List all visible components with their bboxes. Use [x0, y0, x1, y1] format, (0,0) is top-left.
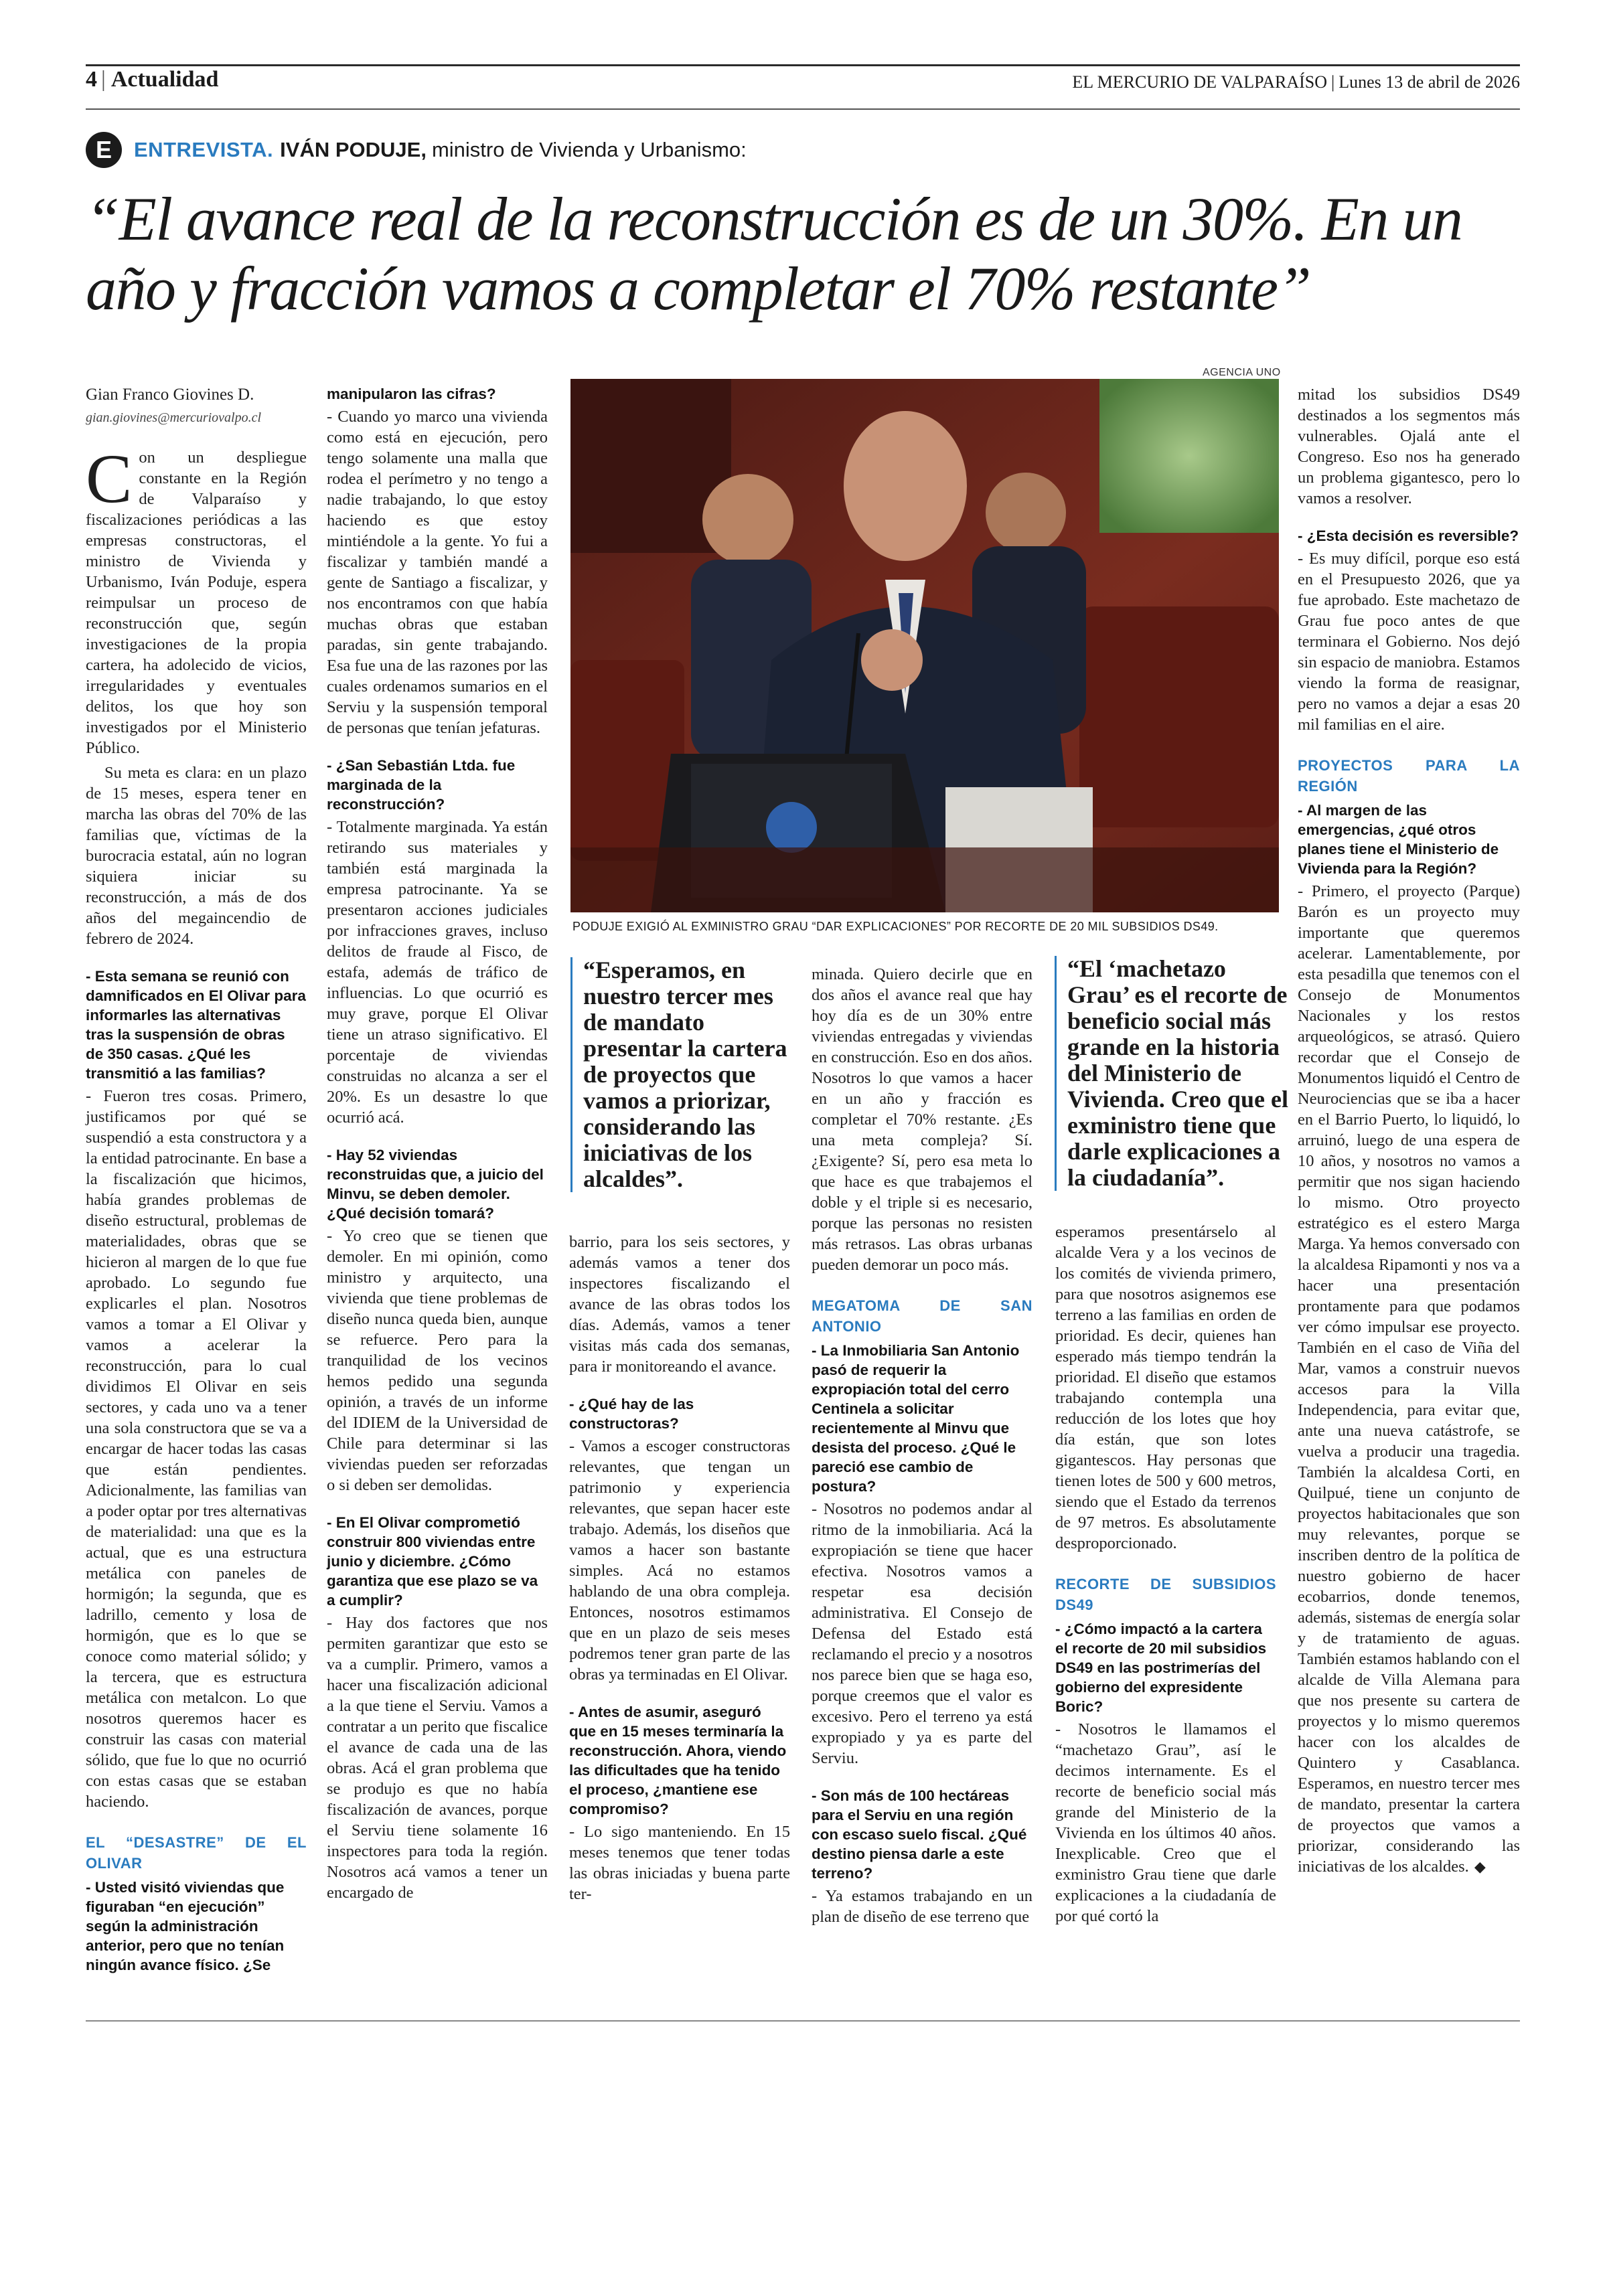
section-name: Actualidad: [110, 67, 219, 92]
interview-kicker: [86, 131, 747, 169]
folio-separator: |: [101, 67, 106, 92]
article-column-3: [569, 1232, 790, 1908]
answer-continued: barrio, para los seis sectores, y además vamos a tener dos inspectores fiscalizando el avance de las obras todos los días. Además, vamos a tener visitas más cada dos semanas, para ir monitoreando el avance.: [569, 1233, 790, 1376]
question: - Son más de 100 hectáreas para el Serviu en una región con escaso suelo fiscal. ¿Qué destino piensa darle a este terreno?: [812, 1787, 1027, 1882]
section-heading: RECORTE DE SUBSIDIOS DS49: [1055, 1576, 1276, 1613]
question: - Al margen de las emergencias, ¿qué otros planes tiene el Ministerio de Vivienda para la Región?: [1298, 802, 1499, 877]
body-paragraph: Su meta es clara: en un plazo de 15 meses, espera tener en marcha las obras del 70% de las familias que, víctimas de la burocracia estatal, aún no logran siquiera iniciar su reconstrucción, a más de dos años del megaincendio de febrero de 2024.: [86, 764, 307, 948]
header-rule: [86, 108, 1520, 110]
question: - En El Olivar comprometió construir 800 viviendas entre junio y diciembre. ¿Cómo garantiza que ese plazo se va a cumplir?: [327, 1514, 538, 1609]
answer: - Totalmente marginada. Ya están retirando sus materiales y también está marginada la empresa patrocinante. Ya se presentaron acciones judiciales por infracciones graves, incluso delitos de fraude al Fisco, de estafa, además de tráfico de influencias. Lo que ocurrió es muy grave, porque El Olivar tiene un atraso significativo. El porcentaje de viviendas construidas no alcanza a ser el 20%. Es un desastre lo que ocurrió acá.: [327, 818, 548, 1127]
end-mark-icon: ◆: [1474, 1859, 1486, 1876]
question: - Esta semana se reunió con damnificados en El Olivar para informarles las alternativas tras la suspensión de obras de 350 casas. ¿Qué les transmitió a las familias?: [86, 968, 306, 1082]
photo-illustration: [570, 379, 1279, 912]
answer: - Nosotros le llamamos el “machetazo Grau”, así le decimos internamente. Es el recorte de beneficio social más grande del Ministerio de la Vivienda en los últimos 40 años. Inexplicable. Creo que el exministro Grau tiene que darle explicaciones a la ciudadanía de por qué cortó la: [1055, 1720, 1276, 1925]
byline-author: Gian Franco Giovines D.: [86, 386, 254, 404]
newspaper-name: EL MERCURIO DE VALPARAÍSO: [1072, 72, 1328, 92]
question: - ¿Esta decisión es reversible?: [1298, 527, 1519, 544]
byline-email: gian.giovines@mercuriovalpo.cl: [86, 410, 262, 425]
section-heading: MEGATOMA DE SAN ANTONIO: [812, 1297, 1032, 1335]
article-column-4: [812, 964, 1032, 1931]
photo-credit: AGENCIA UNO: [1203, 367, 1281, 378]
article-column-6: [1298, 384, 1520, 1882]
top-rule: [86, 64, 1520, 66]
issue-date: Lunes 13 de abril de 2026: [1338, 72, 1520, 92]
interview-badge-icon: E: [86, 132, 122, 168]
answer-continued: mitad los subsidios DS49 destinados a los segmentos más vulnerables. Ojalá ante el Congreso. Eso nos ha generado un problema gigantesco, pero lo vamos a resolver.: [1298, 386, 1520, 507]
pull-quote: “Esperamos, en nuestro tercer mes de mandato presentar la cartera de proyectos que vamos a priorizar, considerando las iniciativas de los alcaldes”.: [570, 957, 803, 1192]
dateline-separator: |: [1331, 72, 1335, 92]
pull-quote: “El ‘machetazo Grau’ es el recorte de beneficio social más grande en la historia del Ministerio de Vivienda. Creo que el exministro tiene que darle explicaciones a la ciudadanía”.: [1055, 956, 1291, 1191]
page-folio: [86, 67, 218, 92]
answer: - Nosotros no podemos andar al ritmo de la inmobiliaria. Acá la expropiación se tiene que hacer efectiva. Nosotros vamos a respetar esa decisión administrativa. El Consejo de Defensa del Estado está reclamando el precio y a nosotros nos parece bien que se haga eso, porque creemos que el valor es excesivo. Pero el terreno ya está expropiado y ya es parte del Serviu.: [812, 1500, 1032, 1767]
answer: - Ya estamos trabajando en un plan de diseño de ese terreno que: [812, 1887, 1032, 1926]
answer: - Vamos a escoger constructoras relevantes, que tengan un patrimonio y experiencia relevantes, que sepan hacer este trabajo. Además, los diseños que vamos a hacer son bastante simples. Acá no estamos hablando de una obra compleja. Entonces, nosotros estimamos que en un plazo de seis meses podremos tener gran parte de las obras ya terminadas en El Olivar.: [569, 1437, 790, 1684]
article-column-2: [327, 384, 548, 1907]
bottom-rule: [86, 2020, 1520, 2022]
page-number: 4: [86, 67, 97, 92]
answer-continued: minada. Quiero decirle que en dos años el avance real que hay hoy día es de un 30% entre viviendas entregadas y viviendas en construcción. Eso en dos años. Nosotros lo que vamos a hacer en un año y fracción es completar el 70% restante. ¿Es una meta compleja? Sí. ¿Exigente? Sí, pero esa meta lo que hace es que trabajemos el doble y el triple si es necesario, porque las personas no resisten más retrasos. Las obras urbanas pueden demorar un poco más.: [812, 965, 1032, 1274]
answer: - Fueron tres cosas. Primero, justificamos por qué se suspendió a esta constructora y a la entidad patrocinante. En base a la fiscalización que hicimos, había grandes problemas de diseño estructural, problemas de materialidades, obras que se hicieron al margen de lo que fue aprobado. Lo segundo fue explicarles el plan. Nosotros vamos a tomar a El Olivar y vamos a acelerar la reconstrucción, para lo cual dividimos El Olivar en seis sectores, y cada uno va a tener una sola constructora que se va a encargar de hacer todas las casas que están pendientes. Adicionalmente, las familias van a poder optar por tres alternativas de materialidad: una que es la actual, que es una estructura metálica con paneles de hormigón; la segunda, que es ladrillo, cemento y losa de hormigón, que es lo que se conoce como material sólido; y la tercera, que es estructura metálica con metalcon. Lo que nosotros queremos hacer es construir las casas con material sólido, que fue lo que no ocurrió con estas casas que se estaban haciendo.: [86, 1087, 307, 1811]
article-column-1: [86, 384, 307, 1977]
question: - La Inmobiliaria San Antonio pasó de requerir la expropiación total del cerro Centinela a solicitar recientemente al Minvu que desista del proceso. ¿Qué le pareció ese cambio de postura?: [812, 1342, 1020, 1495]
section-heading: PROYECTOS PARA LA REGIÓN: [1298, 757, 1520, 795]
answer: - Hay dos factores que nos permiten garantizar que esto se va a cumplir. Primero, vamos a hacer una fiscalización adicional a la que tiene el Serviu. Vamos a contratar a un perito que fiscalice el avance de cada una de las obras. Acá el gran problema que se produjo es que no había fiscalización de avances, porque el Serviu tiene solamente 16 inspectores para toda la región. Nosotros acá vamos a tener un encargado de: [327, 1614, 548, 1902]
question: - Antes de asumir, aseguró que en 15 meses terminaría la reconstrucción. Ahora, viendo las dificultades que ha tenido el proceso, ¿mantiene ese compromiso?: [569, 1704, 787, 1817]
lead-text: on un despliegue constante en la Región de Valparaíso y fiscalizaciones periódicas a las empresas constructoras, el ministro de Vivienda y Urbanismo, Iván Poduje, espera reimpulsar un proceso de reconstrucción que, según investigaciones de la propia cartera, ha adolecido de vicios, irregularidades y eventuales delitos, los que hoy son investigados por el Ministerio Público.: [86, 448, 307, 757]
dropcap: C: [86, 440, 133, 517]
newspaper-dateline: [1072, 72, 1520, 92]
minister-photo: [570, 379, 1279, 912]
headline: “El avance real de la reconstrucción es de un 30%. En un año y fracción vamos a completar el 70% restante”: [86, 185, 1462, 323]
article-column-5: [1055, 1222, 1276, 1931]
lead-paragraph: [86, 440, 307, 758]
answer: - Yo creo que se tienen que demoler. En mi opinión, como ministro y arquitecto, una vivienda que tiene problemas de diseño nunca queda bien, aunque se refuerce. Pero para la tranquilidad de los vecinos hemos pedido una segunda opinión, a través de un informe del IDIEM de la Universidad de Chile para determinar si las viviendas pueden ser reforzadas o si deben ser demolidas.: [327, 1227, 548, 1494]
question: - ¿Qué hay de las constructoras?: [569, 1396, 694, 1432]
question: - Hay 52 viviendas reconstruidas que, a juicio del Minvu, se deben demoler. ¿Qué decisión tomará?: [327, 1147, 544, 1222]
photo-caption: PODUJE EXIGIÓ AL EXMINISTRO GRAU “DAR EXPLICACIONES” POR RECORTE DE 20 MIL SUBSIDIOS DS49.: [572, 920, 1219, 933]
interviewee-role: ministro de Vivienda y Urbanismo:: [431, 138, 747, 161]
answer: - Cuando yo marco una vivienda como está en ejecución, pero tengo solamente una malla que rodea el perímetro y no tengo a nadie trabajando, lo que estoy haciendo es que estoy mintiéndole a la gente. Yo fui a fiscalizar y también mandé a gente de Santiago a fiscalizar, y nos encontramos con que había muchas obras que estaban paradas, sin gente trabajando. Esa fue una de las razones por las cuales ordenamos sumarios en el Serviu y la suspensión temporal de personas que tenían jefaturas.: [327, 408, 548, 737]
question: - ¿San Sebastián Ltda. fue marginada de la reconstrucción?: [327, 757, 516, 813]
answer-text: - Primero, el proyecto (Parque) Barón es un proyecto muy importante que queremos acelerar. Lamentablemente, por esta pesadilla que tenemos con el Consejo de Monumentos Nacionales y los restos arqueológicos, se atrasó. Quiero recordar que el Consejo de Monumentos liquidó el Centro de Neurociencias que se iba a hacer en el Barrio Puerto, lo liquidó, lo arruinó, luego de una espera de 10 años, y nosotros no vamos a permitir que nos sigan haciendo lo mismo. Otro proyecto estratégico es el estero Marga Marga. Ya hemos conversado con la alcaldesa Ripamonti y nos va a hacer una presentación prontamente para que podamos ver cómo impulsar ese proyecto. También en el caso de Viña del Mar, vamos a construir nuevos accesos para la Villa Independencia, para evitar que, ante una nueva catástrofe, se vuelva a producir una tragedia. También la alcaldesa Corti, en Quilpué, tiene un conjunto de proyectos habitacionales que son muy relevantes, porque se inscriben dentro de la política de nuestro gobierno de hacer ecobarrios, donde tenemos, además, sistemas de energía solar y de tratamiento de aguas. También estamos hablando con el alcalde de Villa Alemana para que nos presente su cartera de proyectos y lo mismo queremos hacer con los alcaldes de Quintero y Casablanca. Esperamos, en nuestro tercer mes de mandato, presentar la cartera de proyectos que vamos a priorizar, considerando las iniciativas de los alcaldes.: [1298, 882, 1520, 1876]
answer: - Lo sigo manteniendo. En 15 meses tenemos que tener todas las obras iniciadas y buena parte ter-: [569, 1823, 790, 1903]
answer-continued: esperamos presentárselo al alcalde Vera y a los vecinos de los comités de vivienda primero, para que nosotros asignemos ese terreno a las familias en orden de prioridad. Es decir, quienes han esperado más tiempo tendrán la prioridad. El diseño que estamos trabajando contempla una reducción de los lotes que hoy día están, que son lotes gigantescos. Hay personas que tienen lotes de 500 y 600 metros, siendo que el Estado da terrenos de 97 metros. Es absolutamente desproporcionado.: [1055, 1223, 1276, 1552]
section-heading: EL “DESASTRE” DE EL OLIVAR: [86, 1834, 307, 1872]
kicker-section: ENTREVISTA.: [134, 138, 274, 161]
answer: [1298, 881, 1520, 1878]
interviewee-name: IVÁN PODUJE,: [280, 138, 427, 161]
question: - Usted visitó viviendas que figuraban “en ejecución” según la administración anterior, pero que no tenían ningún avance físico. ¿Se: [86, 1879, 285, 1973]
question-continued: manipularon las cifras?: [327, 386, 496, 402]
answer: - Es muy difícil, porque eso está en el Presupuesto 2026, que ya fue aprobado. Este machetazo de Grau fue poco antes de que terminara el Gobierno. Nos dejó sin espacio de maniobra. Estamos viendo la forma de reasignar, pero no vamos a dejar a esas 20 mil familias en el aire.: [1298, 550, 1520, 734]
question: - ¿Cómo impactó a la cartera el recorte de 20 mil subsidios DS49 en las postrimerías del gobierno del expresidente Boric?: [1055, 1621, 1267, 1715]
